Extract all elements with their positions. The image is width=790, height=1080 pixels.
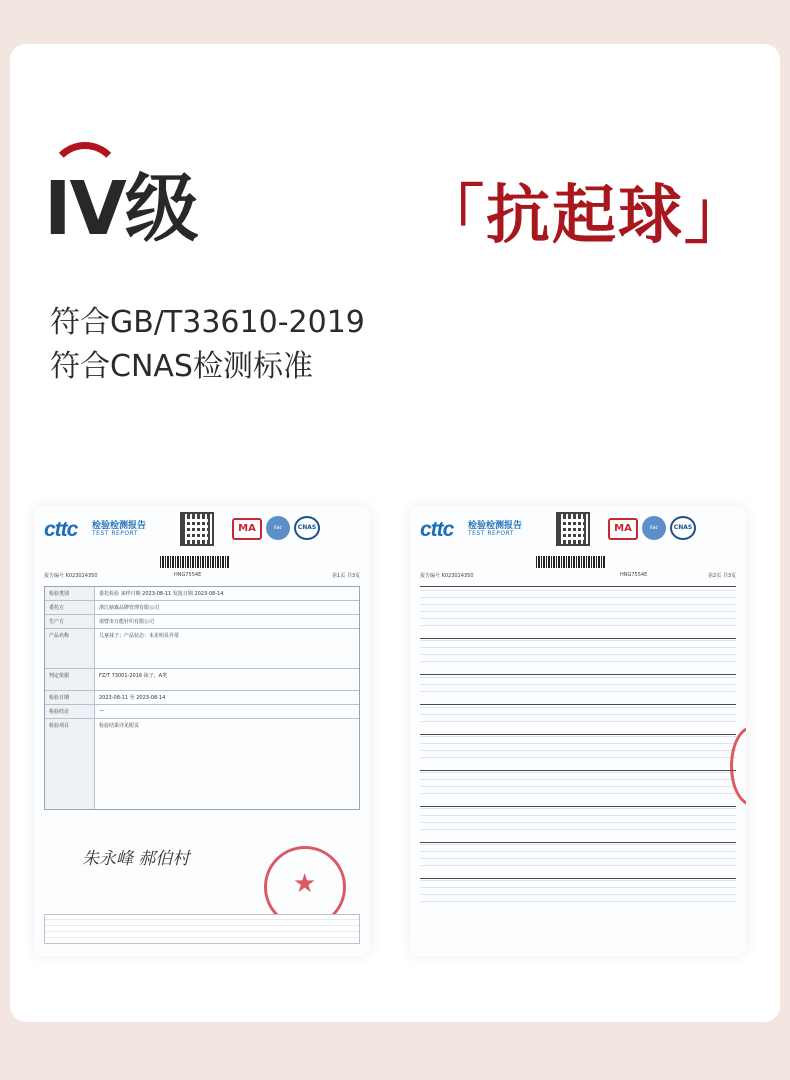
report-footer: [44, 914, 360, 944]
standard-line-1: 符合GB/T33610-2019: [50, 305, 365, 340]
results-table: [420, 586, 736, 942]
report-title-cn: 检验检测报告: [92, 521, 147, 531]
sample-number: HNG7554E: [620, 572, 648, 578]
table-row: [45, 705, 359, 719]
row-label: 委托方: [45, 601, 95, 614]
result-block: [420, 734, 736, 764]
cnas-mark: CNAS: [294, 516, 320, 540]
report-title-en: TEST REPORT: [92, 530, 139, 537]
result-block: [420, 674, 736, 698]
row-label: 判定依据: [45, 669, 95, 690]
result-block: [420, 704, 736, 728]
cttc-logo: cttc: [44, 518, 78, 541]
row-value: 2023-08-11 至 2023-08-14: [99, 695, 166, 701]
table-row: [45, 587, 359, 601]
row-label: 检验类别: [45, 587, 95, 600]
result-block: [420, 806, 736, 836]
ma-mark: MA: [608, 518, 638, 540]
qr-code-icon: [180, 512, 214, 546]
row-value: 委托检验 来样日期 2023-08-11 发报日期 2023-08-14: [99, 591, 224, 597]
ilac-mark-icon: ilac: [266, 516, 290, 540]
report-number: 报告编号 K023024350: [420, 573, 474, 579]
row-value: 浙江鼎森品牌管理有限公司: [99, 605, 160, 611]
test-report-page-2: [410, 506, 746, 956]
cnas-mark: CNAS: [670, 516, 696, 540]
row-label: 检验项目: [45, 719, 95, 809]
standard-line-2: 符合CNAS检测标准: [50, 349, 313, 384]
result-block: [420, 842, 736, 872]
qr-code-icon: [556, 512, 590, 546]
page-number: 第2页 共3页: [708, 573, 736, 579]
table-row: [45, 629, 359, 669]
row-value: FZ/T 73001-2016 袜子，A类: [99, 673, 168, 679]
table-row: [45, 719, 359, 809]
result-block: [420, 638, 736, 668]
row-value: 诸暨市万能针织有限公司: [99, 619, 155, 625]
report-meta: [44, 572, 360, 582]
report-title-cn: 检验检测报告: [468, 521, 523, 531]
table-row: [45, 615, 359, 629]
table-row: [45, 601, 359, 615]
row-label: 产品名称: [45, 629, 95, 668]
row-label: 检验结论: [45, 705, 95, 718]
report-title-en: TEST REPORT: [468, 530, 515, 537]
result-block: [420, 878, 736, 908]
result-block: [420, 586, 736, 632]
report-meta: [420, 572, 736, 582]
test-report-page-1: [34, 506, 370, 956]
row-value: —: [99, 708, 104, 714]
table-row: [45, 669, 359, 691]
feature-title: 「抗起球」: [420, 178, 750, 253]
signature: 朱永峰 郝伯村: [82, 849, 190, 869]
result-block: [420, 770, 736, 800]
table-row: [45, 691, 359, 705]
row-value: 儿童袜子；产品状态：未见明显异常: [99, 633, 180, 639]
ma-mark: MA: [232, 518, 262, 540]
barcode-icon: [160, 556, 230, 568]
cttc-logo: cttc: [420, 518, 454, 541]
barcode-icon: [536, 556, 606, 568]
page-number: 第1页 共3页: [332, 573, 360, 579]
grade-label: IV级: [44, 166, 197, 252]
sample-number: HNG7554E: [174, 572, 202, 578]
row-value: 检验结果详见附页: [99, 723, 140, 729]
row-label: 生产方: [45, 615, 95, 628]
ilac-mark-icon: ilac: [642, 516, 666, 540]
report-number: 报告编号 K023024350: [44, 573, 98, 579]
report-table: [44, 586, 360, 810]
row-label: 检验日期: [45, 691, 95, 704]
